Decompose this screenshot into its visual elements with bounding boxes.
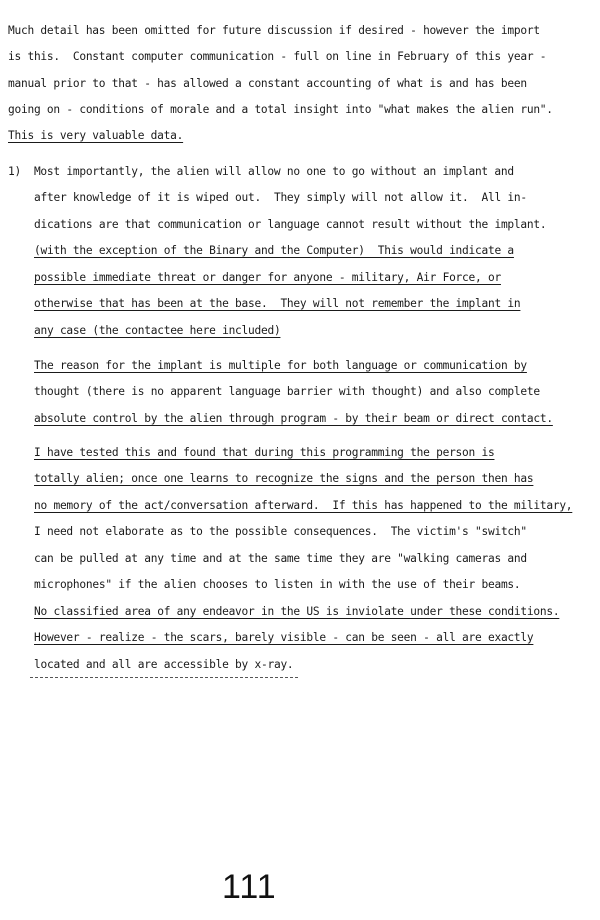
text-line-17: totally alien; once one learns to recognize the signs and the person then has <box>34 472 534 485</box>
text-line-10: possible immediate threat or danger for anyone - military, Air Force, or <box>34 271 501 284</box>
text-line-21: microphones" if the alien chooses to listen in with the use of their beams. <box>34 578 521 591</box>
text-line-24: located and all are accessible by x-ray. <box>34 658 294 671</box>
text-line-3: manual prior to that - has allowed a constant accounting of what is and has been <box>8 77 527 90</box>
text-line-5: This is very valuable data. <box>8 129 184 142</box>
text-line-6: 1) Most importantly, the alien will allow no one to go without an implant and <box>8 165 514 178</box>
text-line-22: No classified area of any endeavor in the US is inviolate under these conditions. <box>34 605 560 618</box>
text-line-23: However - realize - the scars, barely visible - can be seen - all are exactly <box>34 631 534 644</box>
text-line-14: thought (there is no apparent language barrier with thought) and also complete <box>34 385 540 398</box>
text-line-11: otherwise that has been at the base. They will not remember the implant in <box>34 297 521 310</box>
text-line-4: going on - conditions of morale and a total insight into "what makes the alien run". <box>8 103 553 116</box>
text-line-12: any case (the contactee here included) <box>34 324 281 337</box>
page-number: 111 <box>222 868 277 906</box>
underline-rule <box>30 677 298 678</box>
text-line-9: (with the exception of the Binary and the Computer) This would indicate a <box>34 244 514 257</box>
text-line-18: no memory of the act/conversation afterward. If this has happened to the military, <box>34 499 573 512</box>
text-line-20: can be pulled at any time and at the same time they are "walking cameras and <box>34 552 527 565</box>
text-line-13: The reason for the implant is multiple for both language or communication by <box>34 359 527 372</box>
text-line-7: after knowledge of it is wiped out. They simply will not allow it. All in- <box>34 191 527 204</box>
text-line-16: I have tested this and found that during this programming the person is <box>34 446 495 459</box>
text-line-15: absolute control by the alien through program - by their beam or direct contact. <box>34 412 553 425</box>
text-line-2: is this. Constant computer communication - full on line in February of this year - <box>8 50 547 63</box>
text-line-8: dications are that communication or language cannot result without the implant. <box>34 218 547 231</box>
text-line-19: I need not elaborate as to the possible consequences. The victim's "switch" <box>34 525 527 538</box>
text-line-1: Much detail has been omitted for future discussion if desired - however the import <box>8 24 540 37</box>
